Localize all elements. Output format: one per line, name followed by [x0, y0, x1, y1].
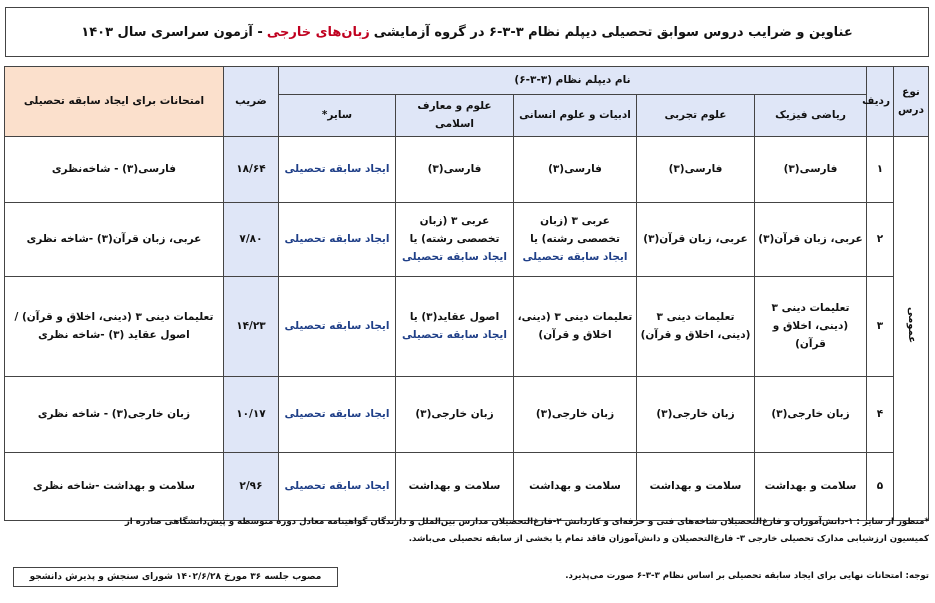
footer-note: توجه: امتحانات نهایی برای ایجاد سابقه تحصیلی بر اساس نظام ۳-۳-۶ صورت می‌پذیرد.: [565, 571, 929, 581]
header-science: علوم تجربی: [637, 95, 755, 137]
table-row: [4, 276, 928, 376]
cell-exam: زبان خارجی(۳) - شاخه نظری: [4, 376, 223, 452]
cell-exam: عربی، زبان قرآن(۳) -شاخه نظری: [4, 202, 223, 276]
cell-science: تعلیمات دینی ۳ (دینی، اخلاق و قرآن): [637, 276, 755, 376]
header-exams: امتحانات برای ایجاد سابقه تحصیلی: [4, 67, 223, 137]
cell-science: عربی، زبان قرآن(۳): [637, 202, 755, 276]
cell-math: تعلیمات دینی ۳ (دینی، اخلاق و قرآن): [755, 276, 867, 376]
approval-box: مصوب جلسه ۳۶ مورخ ۱۴۰۲/۶/۲۸ شورای سنجش و پذیرش دانشجو: [13, 567, 338, 587]
table-row: [4, 376, 928, 452]
header-islamic: علوم و معارف اسلامی: [396, 95, 514, 137]
cell-islamic: عربی ۳ (زبان تخصصی رشته) یا ایجاد سابقه تحصیلی: [396, 202, 514, 276]
cell-math: زبان خارجی(۳): [755, 376, 867, 452]
row-number: ۵: [867, 452, 894, 520]
title-suffix: - آزمون سراسری سال ۱۴۰۳: [81, 24, 263, 40]
cell-humanities: سلامت و بهداشت: [514, 452, 637, 520]
header-other: سایر*: [278, 95, 395, 137]
header-course-type: نوع درس: [894, 67, 929, 137]
cell-exam: فارسی(۳) - شاخه‌نظری: [4, 136, 223, 202]
cell-humanities: فارسی(۳): [514, 136, 637, 202]
category-cell: عمومی: [894, 136, 929, 520]
coefficients-table: [4, 66, 929, 521]
header-row: ردیف: [867, 67, 894, 137]
header-diploma: نام دیپلم نظام (۳-۳-۶): [278, 67, 866, 95]
footer: [5, 567, 929, 589]
cell-humanities: زبان خارجی(۳): [514, 376, 637, 452]
table-row: [4, 452, 928, 520]
cell-science: زبان خارجی(۳): [637, 376, 755, 452]
cell-coefficient: ۱۴/۲۳: [223, 276, 278, 376]
cell-humanities: تعلیمات دینی ۳ (دینی، اخلاق و قرآن): [514, 276, 637, 376]
cell-science: سلامت و بهداشت: [637, 452, 755, 520]
page-title: [5, 7, 929, 57]
title-highlight: زبان‌های خارجی: [266, 24, 370, 40]
cell-coefficient: ۱۸/۶۴: [223, 136, 278, 202]
cell-humanities: عربی ۳ (زبان تخصصی رشته) یا ایجاد سابقه تحصیلی: [514, 202, 637, 276]
cell-coefficient: ۲/۹۶: [223, 452, 278, 520]
cell-exam: سلامت و بهداشت -شاخه نظری: [4, 452, 223, 520]
header-math-physics: ریاضی فیزیک: [755, 95, 867, 137]
cell-other: ایجاد سابقه تحصیلی: [278, 452, 395, 520]
footnotes: [5, 514, 929, 548]
cell-science: فارسی(۳): [637, 136, 755, 202]
row-number: ۱: [867, 136, 894, 202]
cell-coefficient: ۱۰/۱۷: [223, 376, 278, 452]
cell-math: فارسی(۳): [755, 136, 867, 202]
footnote-line: کمیسیون ارزشیابی مدارک تحصیلی خارجی ۳- فارغ‌التحصیلان و دانش‌آموزان فاقد تمام یا بخشی از سابقه تحصیلی می‌باشد.: [408, 533, 929, 544]
cell-islamic: سلامت و بهداشت: [396, 452, 514, 520]
cell-islamic: زبان خارجی(۳): [396, 376, 514, 452]
title-text: عناوین و ضرایب دروس سوابق تحصیلی دیپلم نظام ۳-۳-۶ در گروه آزمایشی: [373, 24, 853, 40]
cell-other: ایجاد سابقه تحصیلی: [278, 202, 395, 276]
row-number: ۲: [867, 202, 894, 276]
cell-math: عربی، زبان قرآن(۳): [755, 202, 867, 276]
table-row: [4, 136, 928, 202]
cell-exam: تعلیمات دینی ۳ (دینی، اخلاق و قرآن) / اصول عقاید (۳) -شاخه نظری: [4, 276, 223, 376]
header-coefficient: ضریب: [223, 67, 278, 137]
cell-coefficient: ۷/۸۰: [223, 202, 278, 276]
header-humanities: ادبیات و علوم انسانی: [514, 95, 637, 137]
table-row: [4, 202, 928, 276]
cell-other: ایجاد سابقه تحصیلی: [278, 276, 395, 376]
cell-math: سلامت و بهداشت: [755, 452, 867, 520]
row-number: ۳: [867, 276, 894, 376]
cell-islamic: فارسی(۳): [396, 136, 514, 202]
cell-islamic: اصول عقاید(۳) یا ایجاد سابقه تحصیلی: [396, 276, 514, 376]
cell-other: ایجاد سابقه تحصیلی: [278, 376, 395, 452]
row-number: ۴: [867, 376, 894, 452]
cell-other: ایجاد سابقه تحصیلی: [278, 136, 395, 202]
footnote-line: *منظور از سایر : ۱-دانش‌آموزان و فارغ‌التحصیلان شاخه‌های فنی و حرفه‌ای و کاردانش ۲-فارغ‌التحصیلان مدارس بین‌الملل و دارندگان گواهینامه معادل دوره متوسطه و پیش‌دانشگاهی صادره از: [124, 517, 929, 527]
